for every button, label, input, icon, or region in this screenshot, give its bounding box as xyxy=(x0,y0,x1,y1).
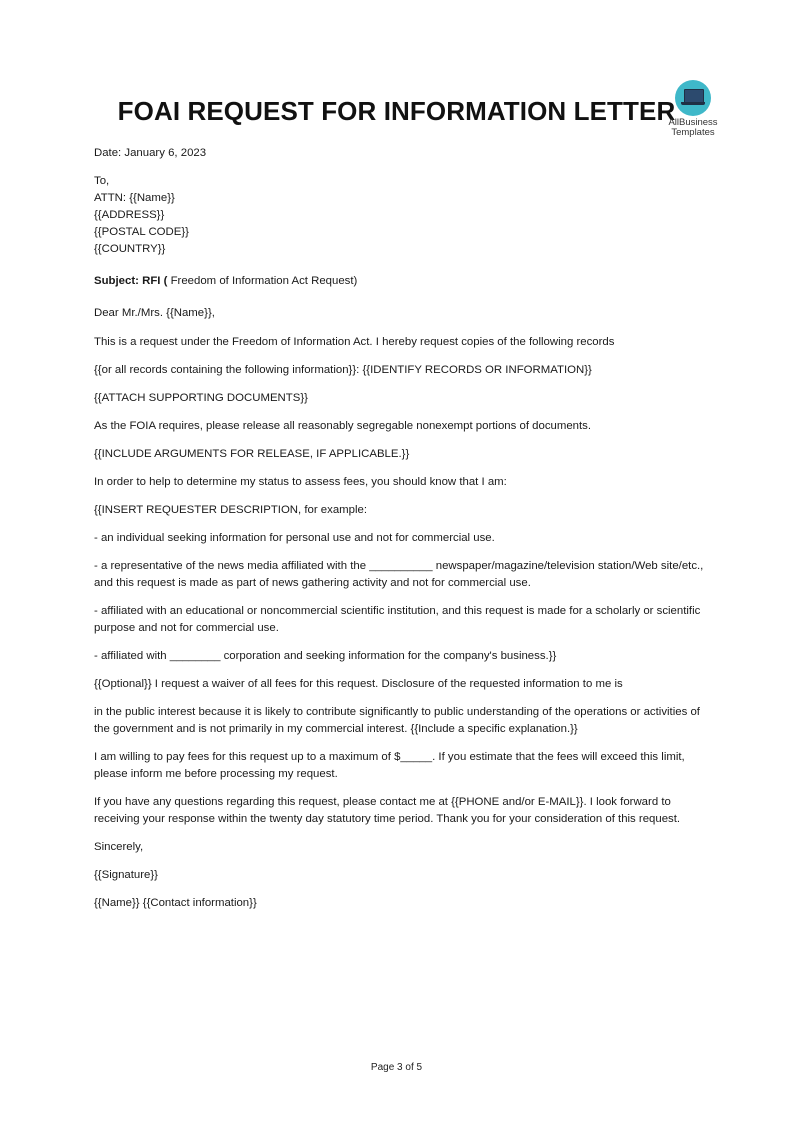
document-title: FOAI REQUEST FOR INFORMATION LETTER xyxy=(117,96,676,126)
paragraph-public-interest: in the public interest because it is likely to contribute significantly to public understanding of the operations or activities of the government and is not primarily in my commercial interest. {{Include a specific explanation.}} xyxy=(94,706,700,735)
paragraph-identify-records: {{or all records containing the following information}}: {{IDENTIFY RECORDS OR INFORMATION}} xyxy=(94,364,592,376)
subject-label: Subject: RFI ( xyxy=(94,275,168,287)
paragraph-corporation: - affiliated with ________ corporation and seeking information for the company's business.}} xyxy=(94,650,557,662)
address-postal-code: {{POSTAL CODE}} xyxy=(94,226,189,238)
paragraph-name-contact: {{Name}} {{Contact information}} xyxy=(94,897,257,909)
paragraph-attach-documents: {{ATTACH SUPPORTING DOCUMENTS}} xyxy=(94,392,308,404)
address-street: {{ADDRESS}} xyxy=(94,209,165,221)
letter-body xyxy=(94,145,704,923)
paragraph-requester-description: {{INSERT REQUESTER DESCRIPTION, for example: xyxy=(94,504,368,516)
address-to: To, xyxy=(94,175,110,187)
paragraph-educational: - affiliated with an educational or noncommercial scientific institution, and this request is made for a scholarly or scientific purpose and not for commercial use. xyxy=(94,605,701,634)
recipient-address xyxy=(94,173,704,258)
paragraph-individual: - an individual seeking information for personal use and not for commercial use. xyxy=(94,532,495,544)
letter-subject xyxy=(94,273,704,290)
allbusiness-templates-logo xyxy=(664,80,722,138)
paragraph-contact: If you have any questions regarding this request, please contact me at {{PHONE and/or E-MAIL}}. I look forward to receiving your response within the twenty day statutory time period. Thank you for your consideration of this request. xyxy=(94,796,681,825)
letter-date: Date: January 6, 2023 xyxy=(94,147,207,159)
paragraph-fee-status: In order to help to determine my status to assess fees, you should know that I am: xyxy=(94,476,507,488)
subject-text: Freedom of Information Act Request) xyxy=(167,275,358,287)
paragraph-arguments: {{INCLUDE ARGUMENTS FOR RELEASE, IF APPLICABLE.}} xyxy=(94,448,410,460)
logo-text-line1: AllBusiness xyxy=(668,117,718,128)
paragraph-closing: Sincerely, xyxy=(94,841,144,853)
logo-text xyxy=(664,118,722,138)
paragraph-request-intro: This is a request under the Freedom of Information Act. I hereby request copies of the following records xyxy=(94,336,615,348)
page-number: Page 3 of 5 xyxy=(370,1062,423,1073)
address-attn: ATTN: {{Name}} xyxy=(94,192,175,204)
paragraph-fee-waiver: {{Optional}} I request a waiver of all fees for this request. Disclosure of the requested information to me is xyxy=(94,678,623,690)
paragraph-news-media: - a representative of the news media affiliated with the __________ newspaper/magazine/television station/Web site/etc., and this request is made as part of news gathering activity and not for commercial use. xyxy=(94,560,704,589)
logo-circle xyxy=(675,80,711,116)
address-country: {{COUNTRY}} xyxy=(94,243,166,255)
logo-text-line2: Templates xyxy=(671,127,715,138)
paragraph-signature: {{Signature}} xyxy=(94,869,158,881)
paragraph-willing-to-pay: I am willing to pay fees for this request up to a maximum of $_____. If you estimate that the fees will exceed this limit, please inform me before processing my request. xyxy=(94,751,685,780)
paragraph-segregable: As the FOIA requires, please release all reasonably segregable nonexempt portions of documents. xyxy=(94,420,592,432)
letter-salutation: Dear Mr./Mrs. {{Name}}, xyxy=(94,307,215,319)
